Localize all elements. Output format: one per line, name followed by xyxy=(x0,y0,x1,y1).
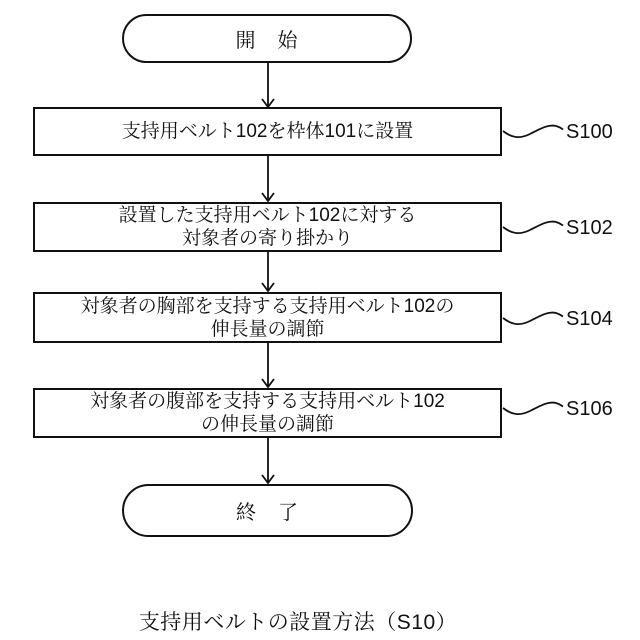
flow-arrow-down-icon xyxy=(260,343,276,388)
flow-arrow-down-icon xyxy=(260,438,276,484)
step-text: 支持用ベルト102を枠体101に設置 xyxy=(121,121,414,142)
leader-squiggle-icon xyxy=(502,121,564,143)
leader-squiggle-icon xyxy=(502,308,564,330)
terminal-end xyxy=(122,484,413,537)
step-text: 伸長量の調節 xyxy=(210,318,325,340)
step-text: の伸長量の調節 xyxy=(200,414,334,435)
step-text: 設置した支持用ベルト102に対する xyxy=(118,205,417,226)
step-label-s102: S102 xyxy=(566,217,613,239)
leader-squiggle-icon xyxy=(502,217,564,239)
step-box-s104 xyxy=(33,292,502,343)
step-box-s102 xyxy=(33,202,502,252)
step-text: 対象者の胸部を支持する支持用ベルト102の xyxy=(80,295,455,317)
flow-arrow-down-icon xyxy=(260,156,276,202)
step-text: 対象者の腹部を支持する支持用ベルト102 xyxy=(90,391,445,412)
step-label-s106: S106 xyxy=(566,398,613,420)
step-label-s100: S100 xyxy=(566,121,613,143)
terminal-start xyxy=(122,14,412,63)
step-label-s104: S104 xyxy=(566,308,613,330)
step-box-s106 xyxy=(33,388,502,438)
flow-arrow-down-icon xyxy=(260,252,276,292)
leader-squiggle-icon xyxy=(502,398,564,420)
figure-caption: 支持用ベルトの設置方法（S10） xyxy=(138,611,458,634)
terminal-start-label: 開 始 xyxy=(235,30,299,52)
flow-arrow-down-icon xyxy=(260,63,276,108)
step-box-s100 xyxy=(33,107,502,156)
step-text: 対象者の寄り掛かり xyxy=(181,228,353,249)
terminal-end-label: 終 了 xyxy=(236,502,299,524)
